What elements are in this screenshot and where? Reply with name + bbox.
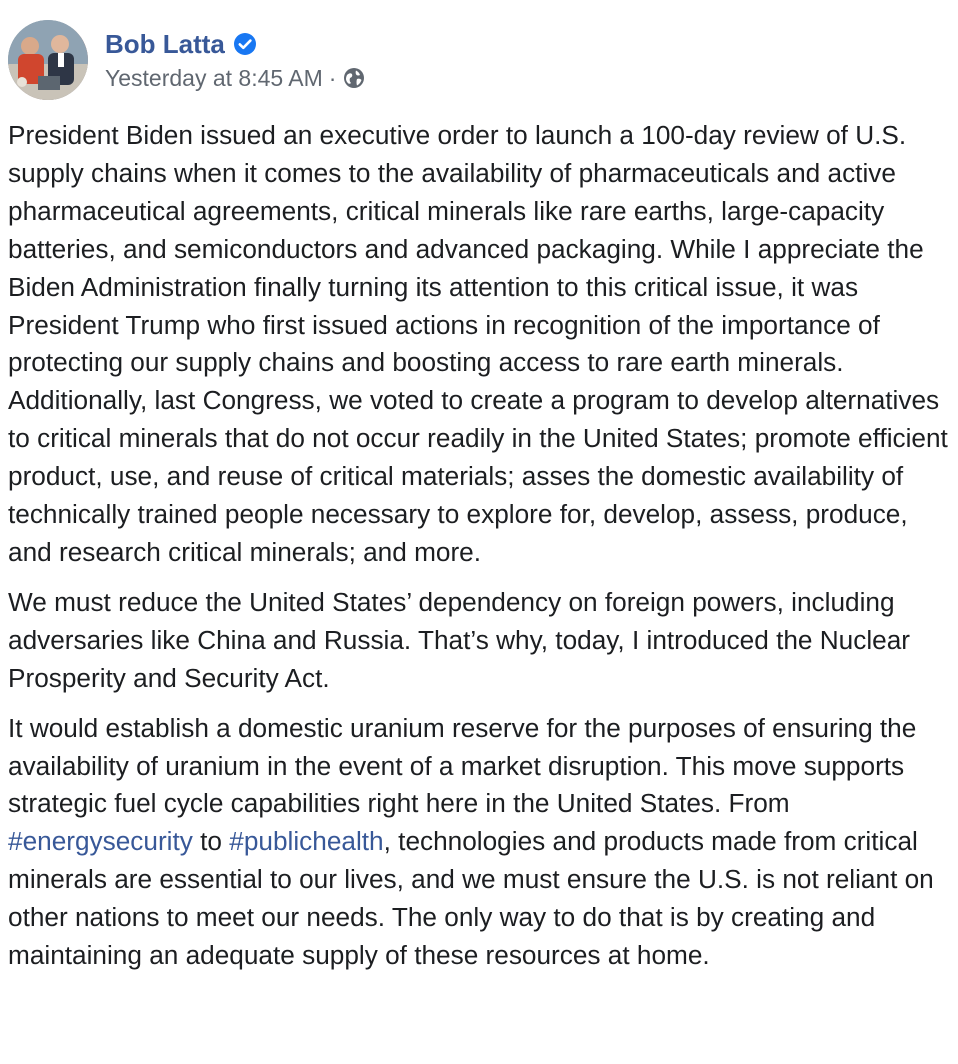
paragraph-3-text-c: , technologies and products made from critical minerals are essential to our lives, and we must ensure the U.S. is not reliant on other nations to meet our needs. The only way to do that is by creating and maintaining an adequate supply of these resources at home.: [8, 826, 934, 971]
globe-icon[interactable]: [342, 66, 366, 90]
post-paragraph-2: We must reduce the United States’ dependency on foreign powers, including adversaries like China and Russia. That’s why, today, I introduced the Nuclear Prosperity and Security Act.: [8, 586, 910, 693]
hashtag-publichealth[interactable]: #publichealth: [229, 826, 384, 857]
post-header: [8, 20, 366, 100]
post-paragraph-1: President Biden issued an executive order to launch a 100-day review of U.S. supply chains when it comes to the availability of pharmaceuticals and active pharmaceutical agreements, critical minerals like rare earths, large-capacity batteries, and semiconductors and advanced packaging. While I appreciate the Biden Administration finally turning its attention to this critical issue, it was President Trump who first issued actions in recognition of the importance of protecting our supply chains and boosting access to rare earth minerals. Additionally, last Congress, we voted to create a program to develop alternatives to critical minerals that do not occur readily in the United States; promote efficient product, use, and reuse of critical materials; asses the domestic availability of technically trained people necessary to explore for, develop, assess, produce, and research critical minerals; and more.: [8, 120, 948, 567]
paragraph-3-text-b: to: [192, 826, 230, 857]
post-timestamp[interactable]: Yesterday at 8:45 AM: [105, 64, 323, 91]
timestamp-row: [105, 62, 366, 94]
hashtag-energysecurity[interactable]: #energysecurity: [8, 826, 193, 857]
meta-separator: ·: [328, 64, 337, 91]
paragraph-3-text-a: It would establish a domestic uranium reserve for the purposes of ensuring the availability of uranium in the event of a market disruption. This move supports strategic fuel cycle capabilities right here in the United States. From: [8, 712, 917, 819]
post-paragraph-3: [8, 710, 952, 975]
avatar-photo: [8, 20, 88, 100]
author-row: [105, 26, 366, 62]
verified-badge-icon: [233, 32, 257, 56]
post-meta: [105, 26, 366, 94]
author-avatar[interactable]: [8, 20, 88, 100]
post-body: [8, 117, 952, 987]
author-name[interactable]: Bob Latta: [105, 28, 225, 59]
